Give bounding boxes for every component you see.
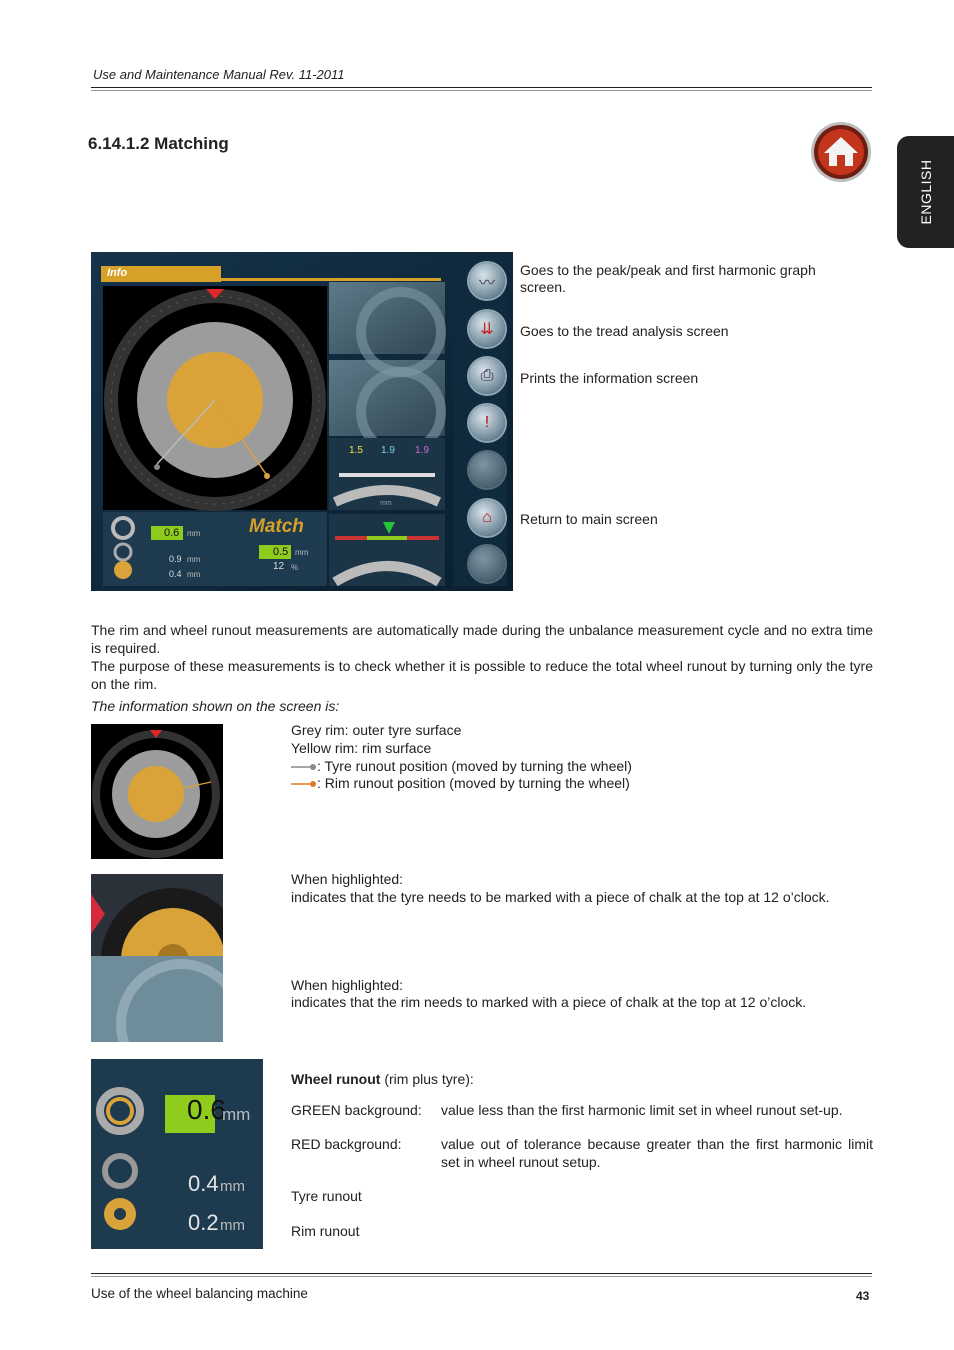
graph-icon: 〰 xyxy=(478,274,495,292)
footer-rule xyxy=(91,1273,872,1274)
match-percent: 12 xyxy=(273,561,285,572)
match-value: 0.5 xyxy=(273,546,289,558)
info-intro: The information shown on the screen is: xyxy=(91,698,340,714)
wheel-runout-unit: mm xyxy=(187,529,201,538)
page-number: 43 xyxy=(856,1289,870,1303)
house-icon: ⌂ xyxy=(482,509,492,526)
home-icon[interactable] xyxy=(810,121,872,183)
paragraph-2: The purpose of these measurements is to check whether it is possible to reduce the total wheel runout by turning only the tyre on the rim. xyxy=(91,658,873,692)
manual-title: Use and Maintenance Manual Rev. 11-2011 xyxy=(93,67,345,82)
legend-tyre-position: : Tyre runout position (moved by turning the wheel) xyxy=(291,758,632,776)
rim-position-marker-icon xyxy=(291,779,317,789)
wheel-diagram-thumb xyxy=(91,724,223,859)
tyre-runout-unit: mm xyxy=(187,555,201,564)
tread-value-3: 1.9 xyxy=(415,445,429,456)
tread-button[interactable] xyxy=(469,311,505,347)
warning-icon: ! xyxy=(484,414,490,431)
thumb-tyre-runout-value: 0.4 xyxy=(188,1171,219,1196)
paragraph-1: The rim and wheel runout measurements are automatically made during the unbalance measurement cycle and no extra time is required. xyxy=(91,622,873,656)
thumb-tyre-unit: mm xyxy=(220,1178,245,1195)
green-text: value less than the first harmonic limit set in wheel runout set-up. xyxy=(441,1102,843,1118)
warning-button[interactable] xyxy=(469,405,505,441)
wheel-runout-value: 0.6 xyxy=(164,527,180,539)
red-text: value out of tolerance because greater than the first harmonic limit set in wheel runout setup. xyxy=(441,1136,873,1170)
graph-description: Goes to the peak/peak and first harmonic graph screen. xyxy=(520,262,816,295)
match-label: Match xyxy=(249,516,304,537)
red-label: RED background: xyxy=(291,1136,402,1152)
empty-button-2 xyxy=(469,546,505,582)
tread-value-2: 1.9 xyxy=(381,445,395,456)
matching-screen-graphic xyxy=(91,252,513,591)
wheel-runout-heading: Wheel runout (rim plus tyre): xyxy=(291,1071,474,1087)
tyre-position-marker-icon xyxy=(291,762,317,772)
tread-icon: ⇊ xyxy=(480,321,494,338)
rim-highlight-text: indicates that the rim needs to marked with a piece of chalk at the top at 12 o’clock. xyxy=(291,994,807,1010)
info-label: Info xyxy=(107,267,128,279)
matching-screen xyxy=(91,252,513,591)
empty-button-1 xyxy=(469,452,505,488)
match-unit: mm xyxy=(295,548,309,557)
printer-icon: ⎙ xyxy=(480,367,494,384)
legend-rim-position: : Rim runout position (moved by turning the wheel) xyxy=(291,775,630,793)
graph-button[interactable] xyxy=(469,263,505,299)
home-screen-button[interactable] xyxy=(469,500,505,536)
legend-grey-rim: Grey rim: outer tyre surface xyxy=(291,722,462,738)
chalk-mark-thumb xyxy=(91,874,223,1042)
footer-rule-thin xyxy=(91,1276,872,1277)
language-tab: ENGLISH xyxy=(897,136,954,248)
tread-unit: mm xyxy=(380,500,392,507)
tyre-highlight-title: When highlighted: xyxy=(291,871,404,887)
tread-value-1: 1.5 xyxy=(349,445,363,456)
runout-values-thumb xyxy=(91,1059,263,1249)
rim-runout-unit: mm xyxy=(187,570,201,579)
header-rule-thin xyxy=(91,90,872,91)
tread-description: Goes to the tread analysis screen xyxy=(520,323,729,339)
tyre-highlight-text: indicates that the tyre needs to be marked with a piece of chalk at the top at 12 o’clock. xyxy=(291,889,830,905)
green-label: GREEN background: xyxy=(291,1102,422,1118)
rim-highlight-title: When highlighted: xyxy=(291,977,404,993)
home-description: Return to main screen xyxy=(520,511,658,527)
thumb-wheel-unit: mm xyxy=(222,1105,251,1124)
thumb-wheel-runout-value: 0.6 xyxy=(187,1094,226,1125)
tyre-runout-label: Tyre runout xyxy=(291,1188,362,1204)
legend-yellow-rim: Yellow rim: rim surface xyxy=(291,740,432,756)
match-percent-unit: % xyxy=(291,563,299,572)
footer-text: Use of the wheel balancing machine xyxy=(91,1286,308,1301)
thumb-rim-unit: mm xyxy=(220,1217,245,1234)
tyre-runout-value: 0.9 xyxy=(169,554,182,564)
section-title: 6.14.1.2 Matching xyxy=(88,134,229,153)
print-description: Prints the information screen xyxy=(520,370,699,386)
thumb-rim-runout-value: 0.2 xyxy=(188,1210,219,1235)
print-button[interactable] xyxy=(469,358,505,394)
header-rule xyxy=(91,87,872,88)
rim-runout-value: 0.4 xyxy=(169,569,182,579)
rim-runout-label: Rim runout xyxy=(291,1223,360,1239)
